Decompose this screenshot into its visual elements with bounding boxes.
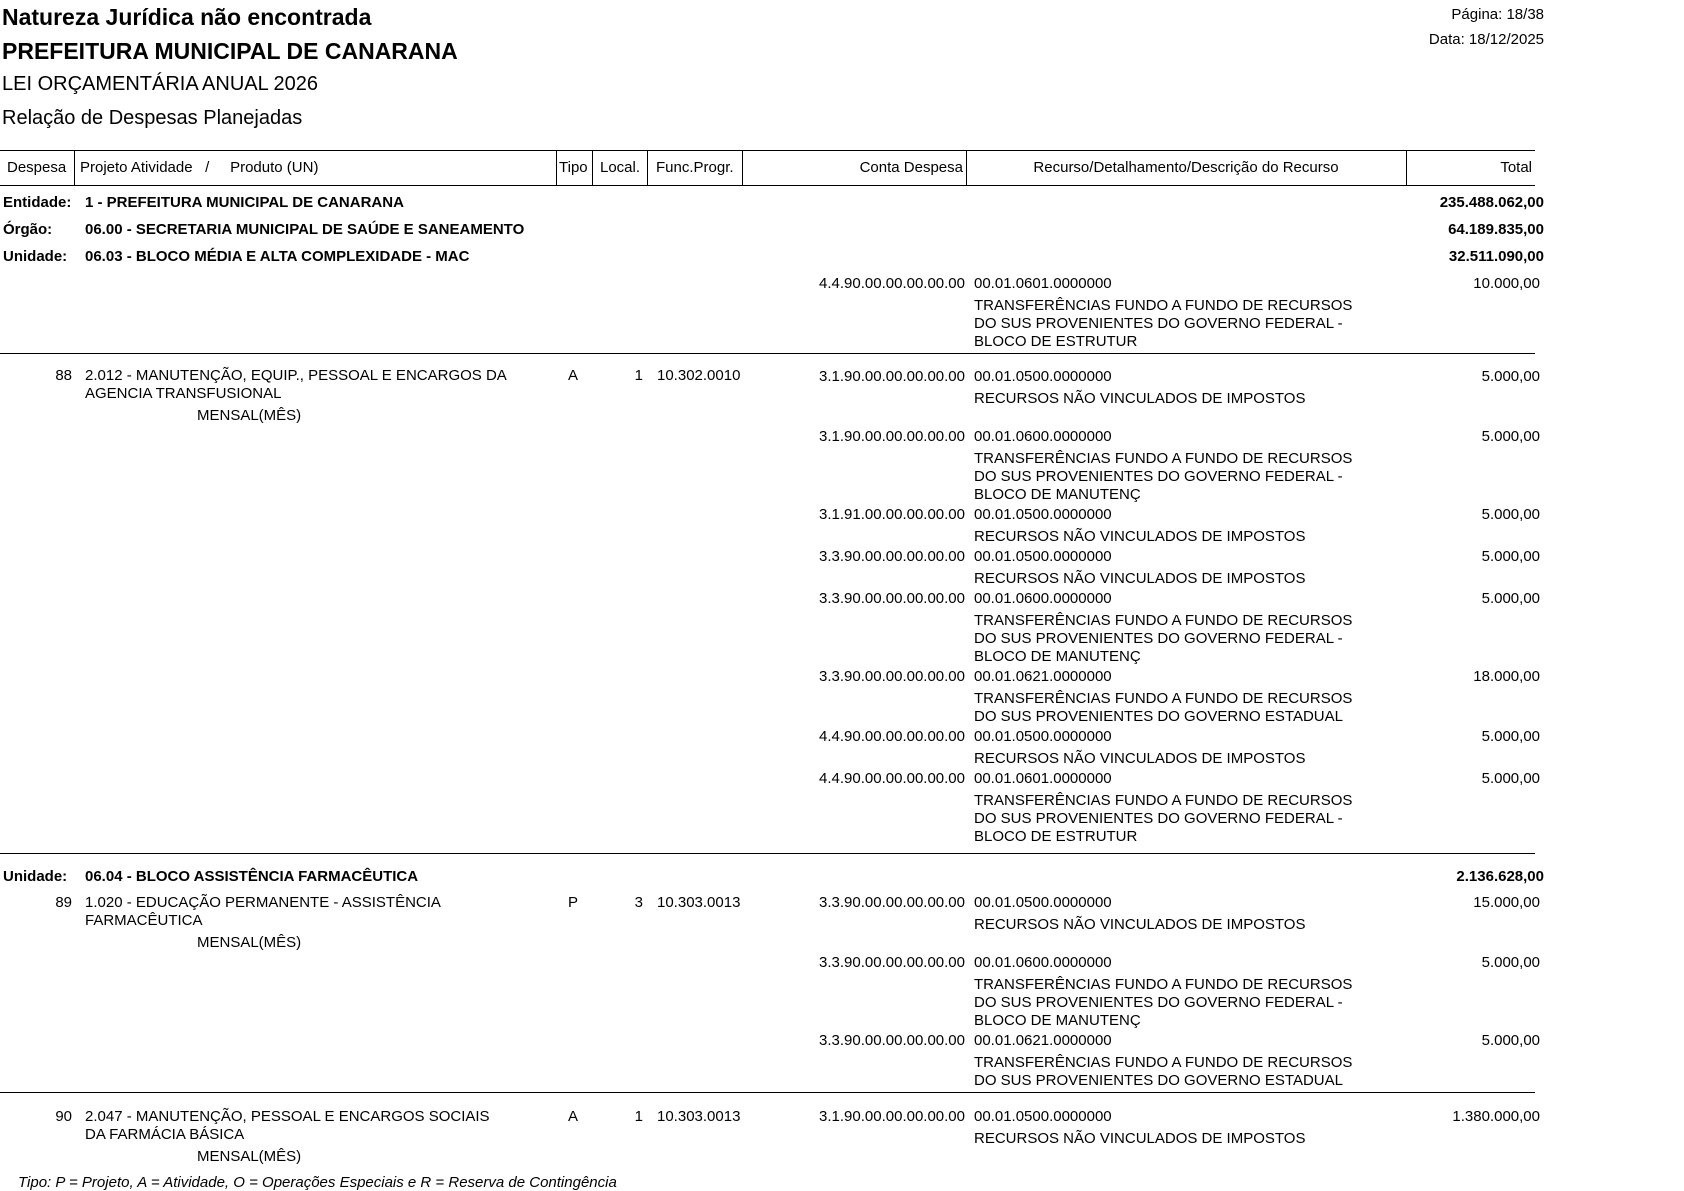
func-progr: 10.303.0013 (657, 1108, 741, 1125)
recurso-desc: RECURSOS NÃO VINCULADOS DE IMPOSTOS (974, 750, 1306, 767)
recurso-desc: DO SUS PROVENIENTES DO GOVERNO FEDERAL - (974, 630, 1343, 647)
section-rule (0, 1092, 1535, 1093)
tipo-value: P (568, 894, 579, 911)
recurso-desc: TRANSFERÊNCIAS FUNDO A FUNDO DE RECURSOS (974, 976, 1353, 993)
report-date: Data: 18/12/2025 (1428, 31, 1544, 48)
recurso-code: 00.01.0600.0000000 (974, 954, 1112, 971)
line-total: 5.000,00 (1481, 428, 1540, 445)
func-progr: 10.303.0013 (657, 894, 741, 911)
line-total: 5.000,00 (1481, 368, 1540, 385)
col-local: Local. (600, 159, 641, 176)
page-number: Página: 18/38 (1451, 6, 1544, 23)
projeto-atividade: 2.012 - MANUTENÇÃO, EQUIP., PESSOAL E ENCARGOS DA (85, 367, 507, 384)
unidade-name: 06.03 - BLOCO MÉDIA E ALTA COMPLEXIDADE - MAC (85, 248, 470, 265)
conta-despesa: 3.1.90.00.00.00.00.00 (819, 368, 965, 385)
recurso-desc: RECURSOS NÃO VINCULADOS DE IMPOSTOS (974, 916, 1306, 933)
relacao-subtitle: Relação de Despesas Planejadas (2, 107, 303, 129)
recurso-code: 00.01.0500.0000000 (974, 368, 1112, 385)
projeto-atividade-cont: AGENCIA TRANSFUSIONAL (85, 385, 282, 402)
local-value: 1 (634, 367, 643, 384)
col-tipo: Tipo (559, 159, 588, 176)
recurso-desc: RECURSOS NÃO VINCULADOS DE IMPOSTOS (974, 390, 1306, 407)
col-func: Func.Progr. (656, 159, 734, 176)
col-divider (74, 150, 75, 185)
conta-despesa: 3.1.90.00.00.00.00.00 (819, 1108, 965, 1125)
col-divider (1406, 150, 1407, 185)
recurso-desc: TRANSFERÊNCIAS FUNDO A FUNDO DE RECURSOS (974, 297, 1353, 314)
despesa-number: 89 (55, 894, 72, 911)
recurso-desc: DO SUS PROVENIENTES DO GOVERNO ESTADUAL (974, 708, 1343, 725)
recurso-desc: RECURSOS NÃO VINCULADOS DE IMPOSTOS (974, 528, 1306, 545)
conta-despesa: 3.3.90.00.00.00.00.00 (819, 1032, 965, 1049)
line-total: 18.000,00 (1473, 668, 1540, 685)
recurso-code: 00.01.0621.0000000 (974, 668, 1112, 685)
entidade-total: 235.488.062,00 (1439, 194, 1544, 211)
recurso-desc: BLOCO DE MANUTENÇ (974, 486, 1141, 503)
line-total: 5.000,00 (1481, 590, 1540, 607)
orgao-total: 64.189.835,00 (1448, 221, 1544, 238)
recurso-desc: RECURSOS NÃO VINCULADOS DE IMPOSTOS (974, 570, 1306, 587)
recurso-desc: TRANSFERÊNCIAS FUNDO A FUNDO DE RECURSOS (974, 612, 1353, 629)
page-title: PREFEITURA MUNICIPAL DE CANARANA (2, 38, 458, 64)
recurso-code: 00.01.0500.0000000 (974, 728, 1112, 745)
projeto-atividade: 2.047 - MANUTENÇÃO, PESSOAL E ENCARGOS SOCIAIS (85, 1108, 490, 1125)
header-bottom-rule (0, 185, 1535, 186)
col-divider (966, 150, 967, 185)
col-divider (647, 150, 648, 185)
recurso-desc: BLOCO DE ESTRUTUR (974, 333, 1138, 350)
orgao-label: Órgão: (3, 221, 53, 238)
line-total: 1.380.000,00 (1452, 1108, 1540, 1125)
recurso-desc: DO SUS PROVENIENTES DO GOVERNO FEDERAL - (974, 810, 1343, 827)
recurso-desc: TRANSFERÊNCIAS FUNDO A FUNDO DE RECURSOS (974, 1054, 1353, 1071)
recurso-code: 00.01.0600.0000000 (974, 428, 1112, 445)
conta-despesa: 3.3.90.00.00.00.00.00 (819, 894, 965, 911)
tipo-value: A (568, 367, 579, 384)
conta-despesa: 3.3.90.00.00.00.00.00 (819, 548, 965, 565)
recurso-desc: TRANSFERÊNCIAS FUNDO A FUNDO DE RECURSOS (974, 792, 1353, 809)
tipo-value: A (568, 1108, 579, 1125)
local-value: 3 (634, 894, 643, 911)
produto-unidade: MENSAL(MÊS) (197, 407, 302, 424)
recurso-code: 00.01.0500.0000000 (974, 506, 1112, 523)
recurso-code: 00.01.0601.0000000 (974, 275, 1112, 292)
recurso-desc: DO SUS PROVENIENTES DO GOVERNO FEDERAL - (974, 994, 1343, 1011)
col-recurso: Recurso/Detalhamento/Descrição do Recurso (1033, 159, 1339, 176)
line-total: 5.000,00 (1481, 954, 1540, 971)
func-progr: 10.302.0010 (657, 367, 741, 384)
line-total: 5.000,00 (1481, 548, 1540, 565)
tipo-legend: Tipo: P = Projeto, A = Atividade, O = Operações Especiais e R = Reserva de Contingência (18, 1174, 617, 1191)
recurso-desc: DO SUS PROVENIENTES DO GOVERNO FEDERAL - (974, 468, 1343, 485)
line-total: 5.000,00 (1481, 506, 1540, 523)
section-rule (0, 853, 1535, 854)
produto-unidade: MENSAL(MÊS) (197, 934, 302, 951)
recurso-desc: TRANSFERÊNCIAS FUNDO A FUNDO DE RECURSOS (974, 450, 1353, 467)
col-divider (556, 150, 557, 185)
conta-despesa: 4.4.90.00.00.00.00.00 (819, 275, 965, 292)
local-value: 1 (634, 1108, 643, 1125)
conta-despesa: 3.3.90.00.00.00.00.00 (819, 954, 965, 971)
recurso-desc: TRANSFERÊNCIAS FUNDO A FUNDO DE RECURSOS (974, 690, 1353, 707)
unidade-label: Unidade: (3, 248, 68, 265)
conta-despesa: 3.1.90.00.00.00.00.00 (819, 428, 965, 445)
section-rule (0, 353, 1535, 354)
recurso-desc: DO SUS PROVENIENTES DO GOVERNO FEDERAL - (974, 315, 1343, 332)
col-divider (742, 150, 743, 185)
lei-subtitle: LEI ORÇAMENTÁRIA ANUAL 2026 (2, 73, 319, 95)
recurso-code: 00.01.0600.0000000 (974, 590, 1112, 607)
line-total: 10.000,00 (1473, 275, 1540, 292)
line-total: 5.000,00 (1481, 770, 1540, 787)
orgao-name: 06.00 - SECRETARIA MUNICIPAL DE SAÚDE E SANEAMENTO (85, 221, 525, 238)
recurso-desc: BLOCO DE MANUTENÇ (974, 648, 1141, 665)
produto-unidade: MENSAL(MÊS) (197, 1148, 302, 1165)
conta-despesa: 3.1.91.00.00.00.00.00 (819, 506, 965, 523)
conta-despesa: 4.4.90.00.00.00.00.00 (819, 770, 965, 787)
projeto-atividade-cont: DA FARMÁCIA BÁSICA (85, 1126, 245, 1143)
col-despesa: Despesa (7, 159, 67, 176)
line-total: 5.000,00 (1481, 1032, 1540, 1049)
unidade-total: 2.136.628,00 (1456, 868, 1544, 885)
recurso-desc: RECURSOS NÃO VINCULADOS DE IMPOSTOS (974, 1130, 1306, 1147)
col-total: Total (1500, 159, 1532, 176)
line-total: 5.000,00 (1481, 728, 1540, 745)
col-projeto: Projeto Atividade / Produto (UN) (80, 159, 319, 176)
entidade-name: 1 - PREFEITURA MUNICIPAL DE CANARANA (85, 194, 404, 211)
projeto-atividade-cont: FARMACÊUTICA (85, 912, 203, 929)
recurso-desc: BLOCO DE ESTRUTUR (974, 828, 1138, 845)
unidade-name: 06.04 - BLOCO ASSISTÊNCIA FARMACÊUTICA (85, 868, 419, 885)
conta-despesa: 3.3.90.00.00.00.00.00 (819, 590, 965, 607)
recurso-desc: BLOCO DE MANUTENÇ (974, 1012, 1141, 1029)
recurso-code: 00.01.0601.0000000 (974, 770, 1112, 787)
recurso-code: 00.01.0500.0000000 (974, 894, 1112, 911)
projeto-atividade: 1.020 - EDUCAÇÃO PERMANENTE - ASSISTÊNCIA (85, 894, 441, 911)
conta-despesa: 4.4.90.00.00.00.00.00 (819, 728, 965, 745)
recurso-code: 00.01.0500.0000000 (974, 548, 1112, 565)
unidade-label: Unidade: (3, 868, 68, 885)
unidade-total: 32.511.090,00 (1448, 248, 1544, 265)
line-total: 15.000,00 (1473, 894, 1540, 911)
entidade-label: Entidade: (3, 194, 72, 211)
conta-despesa: 3.3.90.00.00.00.00.00 (819, 668, 965, 685)
recurso-code: 00.01.0621.0000000 (974, 1032, 1112, 1049)
recurso-code: 00.01.0500.0000000 (974, 1108, 1112, 1125)
natureza-title: Natureza Jurídica não encontrada (2, 4, 372, 30)
col-conta: Conta Despesa (859, 159, 963, 176)
despesa-number: 88 (55, 367, 72, 384)
header-top-rule (0, 150, 1535, 151)
despesa-number: 90 (55, 1108, 72, 1125)
recurso-desc: DO SUS PROVENIENTES DO GOVERNO ESTADUAL (974, 1072, 1343, 1089)
col-divider (592, 150, 593, 185)
